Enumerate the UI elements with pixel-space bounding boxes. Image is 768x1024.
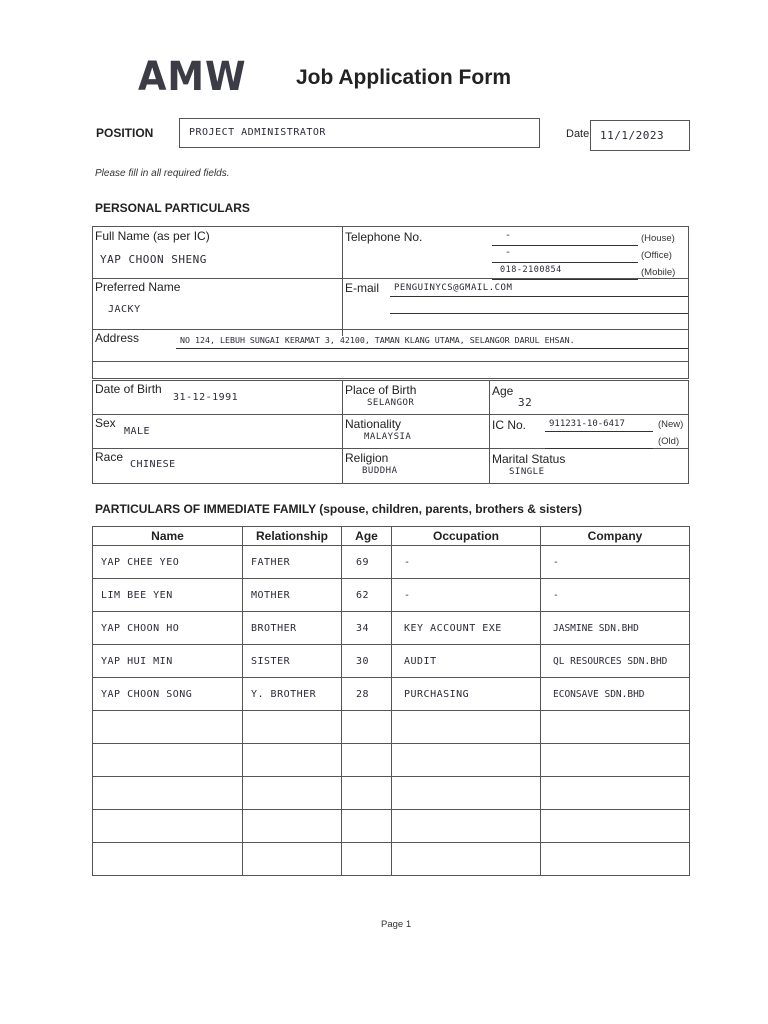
table-row — [93, 777, 690, 810]
cell-age[interactable] — [342, 711, 392, 744]
family-table-header — [93, 527, 690, 546]
cell-relationship[interactable] — [243, 711, 342, 744]
full-name-label: Full Name (as per IC) — [95, 229, 210, 243]
cell-occupation[interactable]: AUDIT — [392, 645, 541, 678]
instruction-note: Please fill in all required fields. — [95, 168, 230, 179]
cell-relationship[interactable]: MOTHER — [243, 579, 342, 612]
email-value[interactable]: PENGUINYCS@GMAIL.COM — [394, 283, 513, 293]
house-label: (House) — [641, 233, 675, 244]
address-label: Address — [95, 331, 140, 345]
phone-house-value[interactable]: - — [505, 230, 512, 241]
phone-office-value[interactable]: - — [505, 247, 512, 258]
address-value[interactable]: NO 124, LEBUH SUNGAI KERAMAT 3, 42100, TAMAN KLANG UTAMA, SELANGOR DARUL EHSAN. — [180, 335, 575, 345]
cell-relationship[interactable]: FATHER — [243, 546, 342, 579]
pob-value[interactable]: SELANGOR — [367, 398, 415, 408]
preferred-name-label: Preferred Name — [95, 280, 181, 294]
cell-age[interactable]: 34 — [342, 612, 392, 645]
cell-name[interactable] — [93, 711, 243, 744]
date-field[interactable] — [590, 120, 690, 151]
table-row — [93, 744, 690, 777]
cell-name[interactable] — [93, 810, 243, 843]
col-occupation: Occupation — [392, 527, 541, 546]
cell-age[interactable] — [342, 777, 392, 810]
date-label: Date — [566, 128, 590, 140]
page-number: Page 1 — [381, 919, 412, 930]
table-row — [93, 612, 690, 645]
position-label: POSITION — [96, 126, 154, 140]
cell-occupation[interactable]: - — [392, 579, 541, 612]
cell-company[interactable] — [541, 810, 690, 843]
cell-relationship[interactable]: SISTER — [243, 645, 342, 678]
sex-value[interactable]: MALE — [124, 426, 151, 437]
cell-age[interactable]: 28 — [342, 678, 392, 711]
cell-company[interactable] — [541, 843, 690, 876]
cell-company[interactable] — [541, 711, 690, 744]
cell-relationship[interactable] — [243, 843, 342, 876]
ic-new-value[interactable]: 911231-10-6417 — [549, 419, 625, 429]
cell-occupation[interactable]: KEY ACCOUNT EXE — [392, 612, 541, 645]
nationality-label: Nationality — [345, 417, 402, 431]
cell-company[interactable]: - — [541, 546, 690, 579]
cell-name[interactable] — [93, 843, 243, 876]
family-section-title: PARTICULARS OF IMMEDIATE FAMILY (spouse, children, parents, brothers & sisters) — [95, 502, 582, 516]
table-row — [93, 645, 690, 678]
cell-age[interactable]: 62 — [342, 579, 392, 612]
col-company: Company — [541, 527, 690, 546]
full-name-value[interactable]: YAP CHOON SHENG — [100, 253, 207, 266]
cell-age[interactable] — [342, 810, 392, 843]
cell-relationship[interactable]: Y. BROTHER — [243, 678, 342, 711]
cell-name[interactable]: YAP CHOON HO — [93, 612, 243, 645]
cell-age[interactable]: 30 — [342, 645, 392, 678]
cell-company[interactable]: ECONSAVE SDN.BHD — [541, 678, 690, 711]
nationality-value[interactable]: MALAYSIA — [364, 432, 412, 442]
col-name: Name — [93, 527, 243, 546]
table-row — [93, 810, 690, 843]
form-title: Job Application Form — [296, 66, 512, 89]
cell-relationship[interactable] — [243, 810, 342, 843]
table-row — [93, 843, 690, 876]
table-row — [93, 711, 690, 744]
age-label: Age — [492, 384, 514, 398]
pob-label: Place of Birth — [345, 383, 417, 397]
cell-age[interactable]: 69 — [342, 546, 392, 579]
table-row — [93, 546, 690, 579]
cell-occupation[interactable] — [392, 744, 541, 777]
cell-company[interactable] — [541, 744, 690, 777]
cell-age[interactable] — [342, 744, 392, 777]
preferred-name-value[interactable]: JACKY — [108, 304, 141, 315]
marital-label: Marital Status — [492, 452, 566, 466]
cell-name[interactable]: YAP CHEE YEO — [93, 546, 243, 579]
cell-company[interactable]: - — [541, 579, 690, 612]
table-row — [93, 579, 690, 612]
cell-name[interactable]: LIM BEE YEN — [93, 579, 243, 612]
cell-company[interactable]: JASMINE SDN.BHD — [541, 612, 690, 645]
cell-occupation[interactable] — [392, 843, 541, 876]
dob-value[interactable]: 31-12-1991 — [173, 392, 239, 403]
race-label: Race — [95, 450, 124, 464]
sex-label: Sex — [95, 416, 116, 430]
cell-occupation[interactable] — [392, 711, 541, 744]
race-value[interactable]: CHINESE — [130, 459, 176, 470]
email-label: E-mail — [345, 281, 380, 295]
cell-relationship[interactable] — [243, 777, 342, 810]
date-value: 11/1/2023 — [600, 129, 665, 142]
phone-mobile-value[interactable]: 018-2100854 — [500, 265, 562, 275]
cell-relationship[interactable] — [243, 744, 342, 777]
office-label: (Office) — [641, 250, 672, 261]
religion-label: Religion — [345, 451, 389, 465]
personal-section-title: PERSONAL PARTICULARS — [95, 201, 250, 215]
ic-new-label: (New) — [658, 419, 684, 430]
ic-label: IC No. — [492, 418, 527, 432]
cell-name[interactable] — [93, 744, 243, 777]
cell-name[interactable]: YAP CHOON SONG — [93, 678, 243, 711]
col-relationship: Relationship — [243, 527, 342, 546]
cell-occupation[interactable]: - — [392, 546, 541, 579]
position-value: PROJECT ADMINISTRATOR — [189, 127, 326, 138]
cell-company[interactable]: QL RESOURCES SDN.BHD — [541, 645, 690, 678]
telephone-label: Telephone No. — [345, 230, 423, 244]
table-row — [93, 678, 690, 711]
mobile-label: (Mobile) — [641, 267, 676, 278]
cell-name[interactable]: YAP HUI MIN — [93, 645, 243, 678]
ic-old-label: (Old) — [658, 436, 680, 447]
family-table — [92, 526, 690, 876]
age-value[interactable]: 32 — [518, 396, 533, 409]
cell-age[interactable] — [342, 843, 392, 876]
dob-label: Date of Birth — [95, 382, 162, 396]
religion-value[interactable]: BUDDHA — [362, 466, 398, 476]
company-logo: AMW — [138, 54, 247, 100]
marital-value[interactable]: SINGLE — [509, 467, 545, 477]
cell-company[interactable] — [541, 777, 690, 810]
personal-frame-top — [92, 226, 689, 379]
cell-relationship[interactable]: BROTHER — [243, 612, 342, 645]
col-age: Age — [342, 527, 392, 546]
cell-occupation[interactable]: PURCHASING — [392, 678, 541, 711]
cell-name[interactable] — [93, 777, 243, 810]
position-field[interactable] — [179, 118, 540, 148]
cell-occupation[interactable] — [392, 810, 541, 843]
cell-occupation[interactable] — [392, 777, 541, 810]
